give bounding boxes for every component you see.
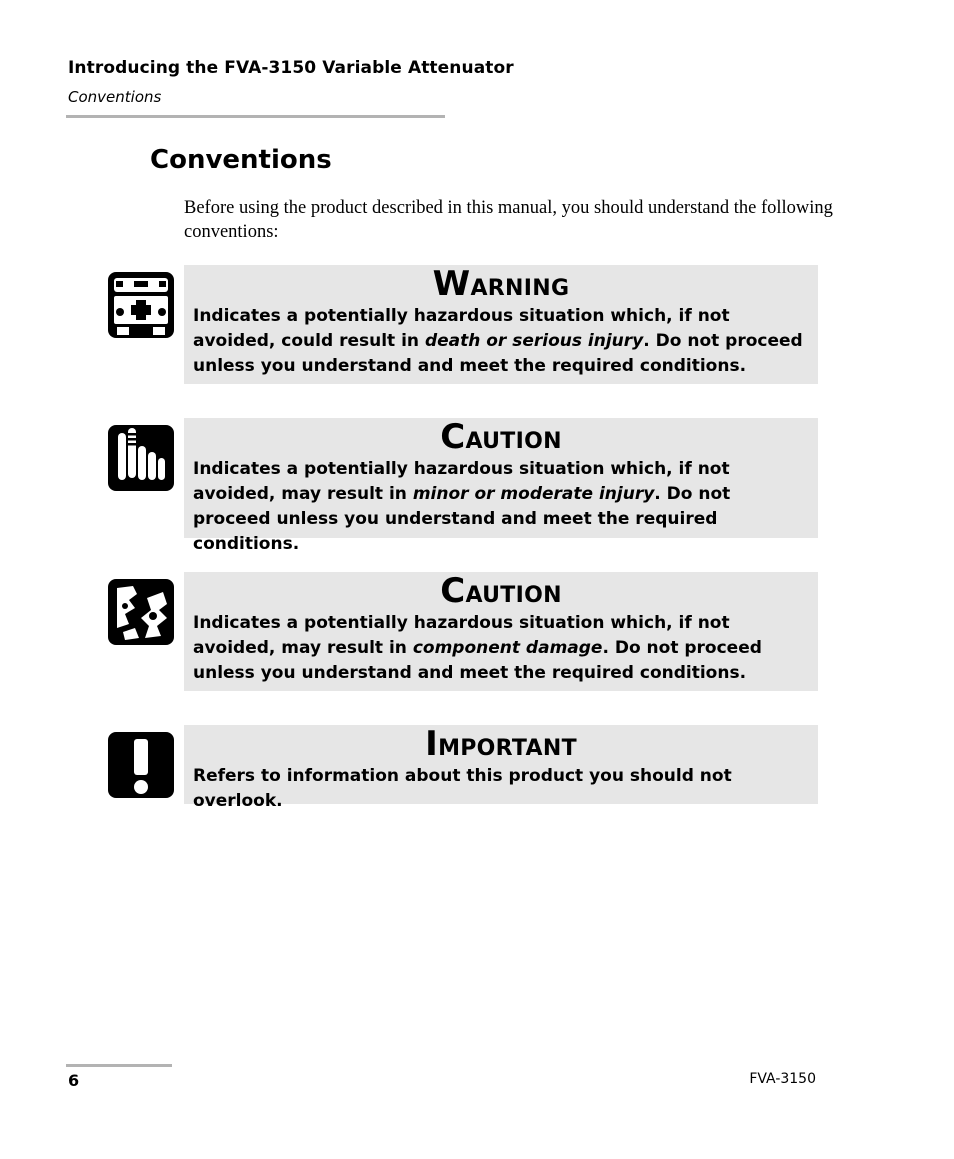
notice-body: Indicates a potentially hazardous situation which, if not avoided, may result in minor or moderate injury. Do not proceed unless you understand and meet the required conditions.	[193, 459, 731, 554]
header-rule	[66, 115, 445, 118]
notice-heading: Caution	[440, 571, 562, 611]
section-title: Conventions	[150, 145, 332, 175]
notice-body: Indicates a potentially hazardous situation which, if not avoided, may result in component damage. Do not proceed unless you understand and meet the required conditions.	[193, 613, 762, 683]
caution-injury-box	[184, 417, 818, 554]
caution-damage-box	[184, 572, 818, 691]
running-header-subtitle: Conventions	[68, 88, 162, 106]
page-number: 6	[68, 1071, 80, 1090]
ambulance-icon	[107, 271, 175, 339]
broken-gear-icon	[107, 578, 175, 646]
notice-heading: Caution	[440, 417, 562, 457]
footer-product-name: FVA-3150	[749, 1071, 816, 1087]
notice-heading: Warning	[432, 264, 570, 304]
running-header-title: Introducing the FVA-3150 Variable Attenuator	[68, 58, 514, 78]
bandaged-hand-icon	[107, 424, 175, 492]
intro-paragraph: Before using the product described in this manual, you should understand the following conventions:	[184, 198, 833, 242]
exclamation-icon	[107, 731, 175, 799]
important-box	[184, 724, 818, 811]
notice-heading: Important	[425, 724, 577, 764]
notice-body: Indicates a potentially hazardous situation which, if not avoided, could result in death or serious injury. Do not proceed unless you understand and meet the required conditions.	[193, 306, 803, 376]
warning-box	[184, 265, 818, 384]
footer-rule	[66, 1064, 172, 1067]
notice-body: Refers to information about this product you should not overlook.	[193, 766, 732, 811]
